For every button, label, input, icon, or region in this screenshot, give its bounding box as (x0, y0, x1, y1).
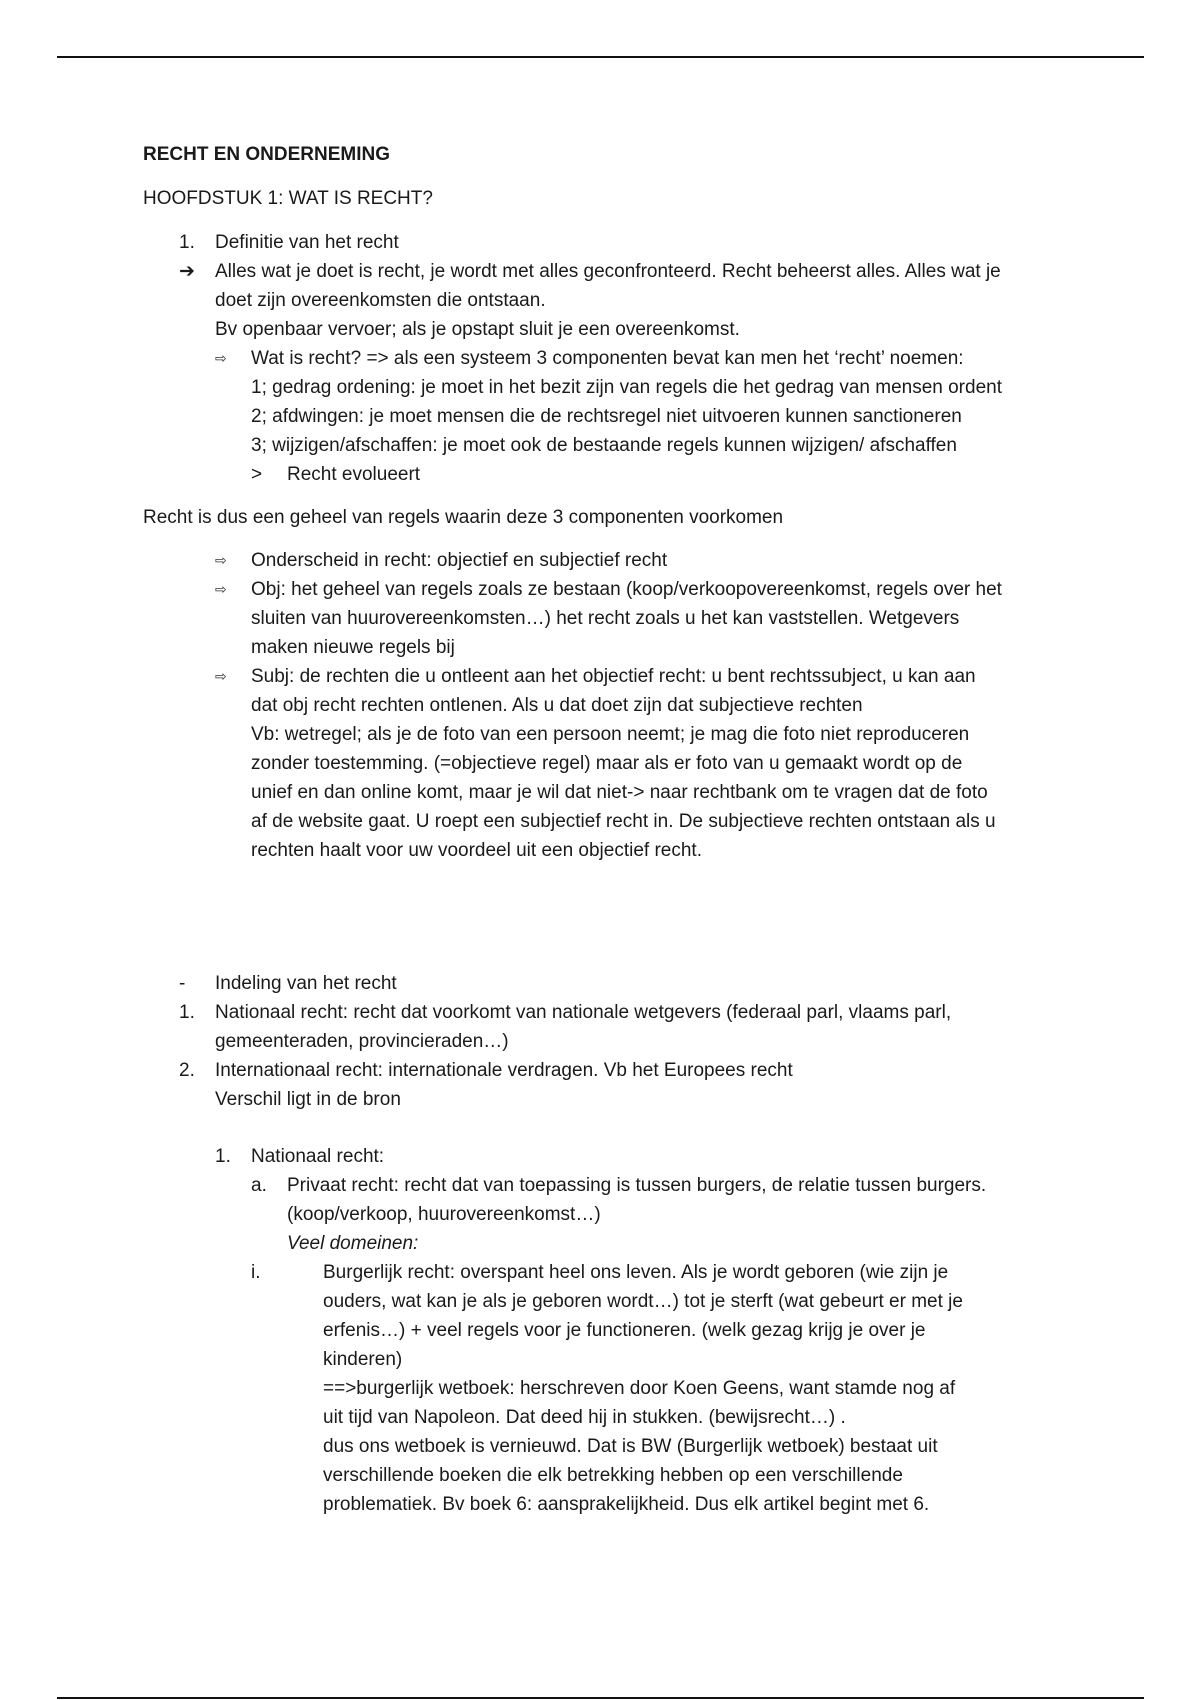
text-line: problematiek. Bv boek 6: aansprakelijkheid. Dus elk artikel begint met 6. (323, 1494, 930, 1515)
lettered-item (251, 1171, 1083, 1258)
text-line: (koop/verkoop, huurovereenkomst…) (287, 1204, 601, 1225)
hollow-arrow-icon: ⇨ (215, 552, 227, 568)
hollow-arrow-icon: ⇨ (215, 668, 227, 684)
text-line: maken nieuwe regels bij (251, 637, 455, 658)
dash-bullet: - (179, 973, 186, 994)
text-line: Wat is recht? => als een systeem 3 componenten bevat kan men het ‘recht’ noemen: (251, 348, 964, 369)
roman-item (251, 1258, 1083, 1519)
item-text (323, 1258, 1083, 1519)
text-line: 2; afdwingen: je moet mensen die de rechtsregel niet uitvoeren kunnen sanctioneren (251, 406, 962, 427)
list-number: 1. (179, 1002, 195, 1023)
hollow-arrow-icon: ⇨ (215, 350, 227, 366)
item-text (215, 998, 1083, 1056)
text-line: af de website gaat. U roept een subjectief recht in. De subjectieve rechten ontstaan als u (251, 811, 996, 832)
document-body (143, 140, 1083, 1519)
sub-arrow-item (215, 546, 1083, 575)
text-line: zonder toestemming. (=objectieve regel) maar als er foto van u gemaakt wordt op de (251, 753, 963, 774)
hollow-arrow-icon: ⇨ (215, 581, 227, 597)
text-line: dat obj recht rechten ontlenen. Als u dat doet zijn dat subjectieve rechten (251, 695, 863, 716)
numbered-item (179, 1056, 1083, 1114)
list-number: 1. (215, 1146, 231, 1167)
text-line: Privaat recht: recht dat van toepassing is tussen burgers, de relatie tussen burgers. (287, 1175, 987, 1196)
list-roman: i. (251, 1262, 261, 1283)
text-line: unief en dan online komt, maar je wil dat niet-> naar rechtbank om te vragen dat de foto (251, 782, 988, 803)
list-number: 2. (179, 1060, 195, 1081)
text-line: Bv openbaar vervoer; als je opstapt sluit je een overeenkomst. (215, 319, 740, 340)
text-line: rechten haalt voor uw voordeel uit een objectief recht. (251, 840, 702, 861)
gt-text: Recht evolueert (287, 464, 421, 485)
text-line: Obj: het geheel van regels zoals ze bestaan (koop/verkoopovereenkomst, regels over het (251, 579, 1002, 600)
text-line: dus ons wetboek is vernieuwd. Dat is BW (Burgerlijk wetboek) bestaat uit (323, 1436, 938, 1457)
text-line: 1; gedrag ordening: je moet in het bezit zijn van regels die het gedrag van mensen ordent (251, 377, 1002, 398)
text-line: Nationaal recht: recht dat voorkomt van nationale wetgevers (federaal parl, vlaams parl, (215, 1002, 952, 1023)
text-line: doet zijn overeenkomsten die ontstaan. (215, 290, 546, 311)
text-line: kinderen) (323, 1349, 403, 1370)
sub-arrow-text (251, 662, 1083, 865)
text-line: Subj: de rechten die u ontleent aan het objectief recht: u bent rechtssubject, u kan aan (251, 666, 976, 687)
arrow-right-icon: ➔ (179, 261, 195, 282)
item-text (287, 1171, 1083, 1258)
chapter-heading: HOOFDSTUK 1: WAT IS RECHT? (143, 188, 433, 209)
text-line: Burgerlijk recht: overspant heel ons leven. Als je wordt geboren (wie zijn je (323, 1262, 949, 1283)
sub-arrow-item (215, 344, 1083, 460)
text-line: uit tijd van Napoleon. Dat deed hij in stukken. (bewijsrecht…) . (323, 1407, 846, 1428)
list-letter: a. (251, 1175, 267, 1196)
text-line: sluiten van huurovereenkomsten…) het recht zoals u het kan vaststellen. Wetgevers (251, 608, 960, 629)
summary-paragraph: Recht is dus een geheel van regels waarin deze 3 componenten voorkomen (143, 507, 784, 528)
text-line: gemeenteraden, provincieraden…) (215, 1031, 509, 1052)
sub-arrow-text (251, 344, 1083, 460)
text-line: erfenis…) + veel regels voor je functioneren. (welk gezag krijg je over je (323, 1320, 926, 1341)
text-line: Onderscheid in recht: objectief en subjectief recht (251, 550, 668, 571)
numbered-item (179, 228, 1083, 257)
dash-item (179, 969, 1083, 998)
text-line: ==>burgerlijk wetboek: herschreven door Koen Geens, want stamde nog af (323, 1378, 956, 1399)
text-line: ouders, wat kan je als je geboren wordt…) tot je sterft (wat gebeurt er met je (323, 1291, 963, 1312)
text-line: 3; wijzigen/afschaffen: je moet ook de bestaande regels kunnen wijzigen/ afschaffen (251, 435, 957, 456)
item-heading: Nationaal recht: (251, 1146, 385, 1167)
document-title: RECHT EN ONDERNEMING (143, 144, 391, 165)
text-line: Alles wat je doet is recht, je wordt met alles geconfronteerd. Recht beheerst alles. Alles wat je (215, 261, 1001, 282)
text-line: Internationaal recht: internationale verdragen. Vb het Europees recht (215, 1060, 793, 1081)
greater-than-icon: > (251, 464, 263, 485)
item-text (215, 1056, 1083, 1114)
sub-arrow-item (215, 662, 1083, 865)
text-line: Vb: wetregel; als je de foto van een persoon neemt; je mag die foto niet reproduceren (251, 724, 970, 745)
item-heading: Indeling van het recht (215, 973, 397, 994)
arrow-text (215, 257, 1083, 344)
item-heading: Definitie van het recht (215, 232, 399, 253)
text-line: Verschil ligt in de bron (215, 1089, 401, 1110)
italic-note: Veel domeinen: (287, 1233, 419, 1254)
gt-item (251, 460, 1083, 489)
sub-arrow-item (215, 575, 1083, 662)
footer-rule (57, 1697, 1144, 1699)
numbered-item (215, 1142, 1083, 1171)
numbered-item (179, 998, 1083, 1056)
header-rule (57, 56, 1144, 58)
text-line: verschillende boeken die elk betrekking hebben op een verschillende (323, 1465, 903, 1486)
arrow-item (179, 257, 1083, 344)
list-number: 1. (179, 232, 195, 253)
sub-arrow-text (251, 575, 1083, 662)
